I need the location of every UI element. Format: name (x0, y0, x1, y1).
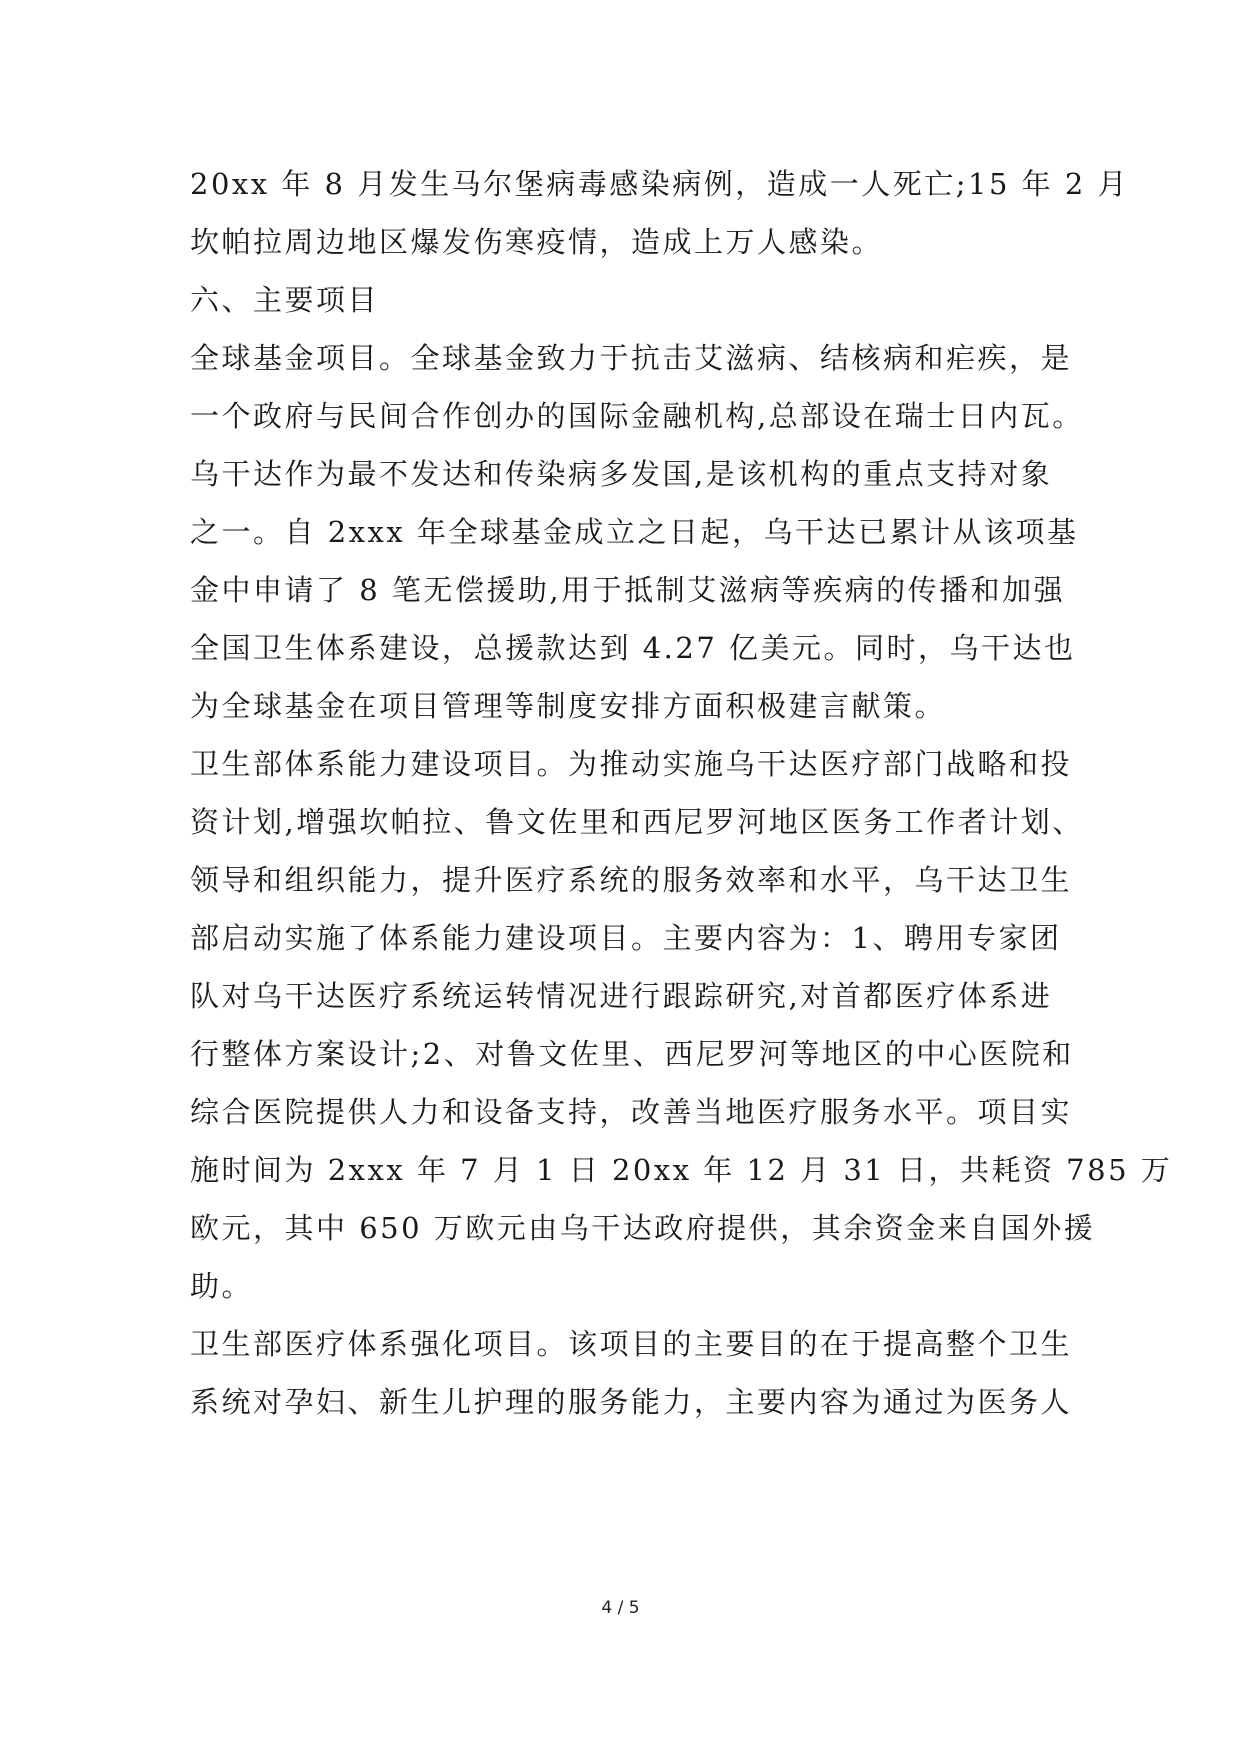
text-line: 施时间为 2xxx 年 7 月 1 日 20xx 年 12 月 31 日，共耗资 785 万 (190, 1153, 1173, 1187)
text-line: 乌干达作为最不发达和传染病多发国,是该机构的重点支持对象 (190, 457, 1053, 491)
section-heading: 六、主要项目 (190, 283, 380, 317)
text-line: 一个政府与民间合作创办的国际金融机构,总部设在瑞士日内瓦。 (190, 399, 1084, 433)
text-line: 全国卫生体系建设，总援款达到 4.27 亿美元。同时，乌干达也 (190, 631, 1076, 665)
text-line: 系统对孕妇、新生儿护理的服务能力，主要内容为通过为医务人 (190, 1385, 1073, 1419)
document-body (190, 155, 1173, 1431)
page-number: 4 / 5 (601, 1598, 640, 1618)
text-line: 队对乌干达医疗系统运转情况进行跟踪研究,对首都医疗体系进 (190, 979, 1053, 1013)
text-line: 坎帕拉周边地区爆发伤寒疫情，造成上万人感染。 (190, 225, 884, 259)
text-line: 卫生部医疗体系强化项目。该项目的主要目的在于提高整个卫生 (190, 1327, 1073, 1361)
text-line: 综合医院提供人力和设备支持，改善当地医疗服务水平。项目实 (190, 1095, 1073, 1129)
text-line: 为全球基金在项目管理等制度安排方面积极建言献策。 (190, 689, 947, 723)
text-line: 全球基金项目。全球基金致力于抗击艾滋病、结核病和疟疾，是 (190, 341, 1073, 375)
text-line: 之一。自 2xxx 年全球基金成立之日起，乌干达已累计从该项基 (190, 515, 1079, 549)
text-line: 欧元，其中 650 万欧元由乌干达政府提供，其余资金来自国外援 (190, 1211, 1096, 1245)
text-line: 助。 (190, 1269, 254, 1303)
text-line: 金中申请了 8 笔无偿援助,用于抵制艾滋病等疾病的传播和加强 (190, 573, 1066, 607)
text-line: 领导和组织能力，提升医疗系统的服务效率和水平，乌干达卫生 (190, 863, 1073, 897)
text-line: 部启动实施了体系能力建设项目。主要内容为：1、聘用专家团 (190, 921, 1062, 955)
text-line: 20xx 年 8 月发生马尔堡病毒感染病例，造成一人死亡;15 年 2 月 (190, 167, 1129, 201)
text-line: 行整体方案设计;2、对鲁文佐里、西尼罗河等地区的中心医院和 (190, 1037, 1074, 1071)
text-line: 卫生部体系能力建设项目。为推动实施乌干达医疗部门战略和投 (190, 747, 1073, 781)
text-line: 资计划,增强坎帕拉、鲁文佐里和西尼罗河地区医务工作者计划、 (190, 805, 1084, 839)
